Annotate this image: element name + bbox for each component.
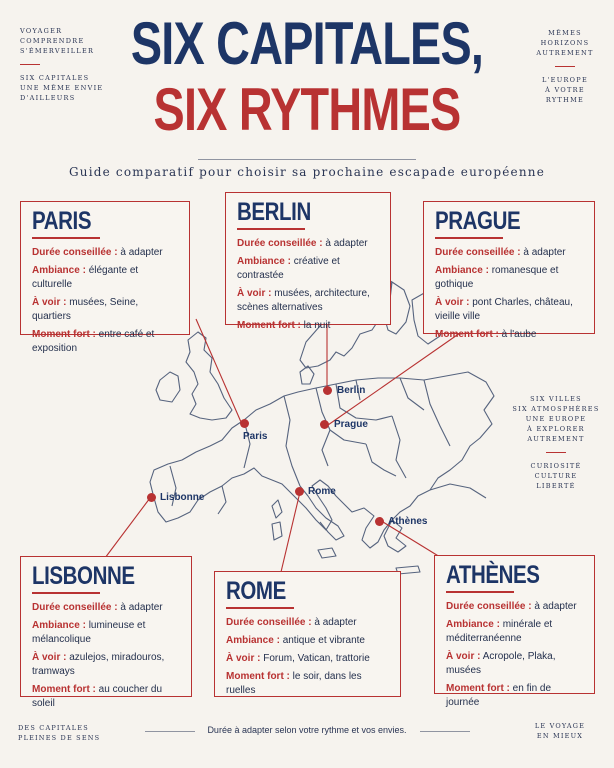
row-label: À voir : bbox=[446, 650, 481, 662]
map-label-athenes: Athènes bbox=[388, 516, 428, 527]
row-value: à l'aube bbox=[501, 328, 537, 340]
card-underline bbox=[435, 237, 503, 239]
footer-left-line: PLEINES DE SENS bbox=[18, 734, 101, 743]
card-row-duree bbox=[446, 600, 584, 614]
row-value: le soir, dans les ruelles bbox=[226, 670, 362, 696]
city-card-title: PRAGUE bbox=[435, 207, 521, 235]
card-row-ambiance bbox=[446, 618, 584, 646]
corner-right-line: L'EUROPE bbox=[541, 76, 589, 85]
card-row-ambiance bbox=[226, 634, 390, 648]
card-row-duree bbox=[237, 237, 380, 251]
row-label: À voir : bbox=[32, 651, 67, 663]
card-row-duree bbox=[32, 246, 179, 260]
row-value: lumineuse et mélancolique bbox=[32, 619, 146, 645]
corner-right-line: MÊMES bbox=[548, 29, 582, 37]
card-row-duree bbox=[435, 246, 584, 260]
row-label: Moment fort : bbox=[446, 682, 510, 694]
corner-left-line: UNE MÊME ENVIE bbox=[20, 84, 104, 93]
row-label: Durée conseillée : bbox=[237, 237, 323, 249]
title-line-2: SIX RYTHMES bbox=[153, 76, 461, 143]
connector-prague bbox=[328, 333, 460, 425]
row-value: Forum, Vatican, trattorie bbox=[263, 652, 370, 664]
row-value: pont Charles, château, vieille ville bbox=[435, 296, 573, 322]
row-label: À voir : bbox=[32, 296, 67, 308]
city-card-rome bbox=[214, 571, 401, 697]
row-label: À voir : bbox=[237, 287, 272, 299]
row-label: Durée conseillée : bbox=[435, 246, 521, 258]
side-right-line: LIBERTÉ bbox=[536, 482, 576, 491]
row-value: à adapter bbox=[314, 616, 357, 628]
subtitle: Guide comparatif pour choisir sa prochaine escapade européenne bbox=[68, 165, 546, 179]
corner-right-divider bbox=[555, 66, 575, 67]
city-dot-prague[interactable] bbox=[320, 420, 329, 429]
side-right-line: UNE EUROPE bbox=[525, 415, 587, 424]
corner-left-line: S'ÉMERVEILLER bbox=[20, 47, 95, 56]
city-card-title: ROME bbox=[226, 577, 286, 605]
row-label: Durée conseillée : bbox=[32, 246, 118, 258]
connector-lisbonne bbox=[105, 498, 150, 558]
city-dot-rome[interactable] bbox=[295, 487, 304, 496]
row-value: entre café et exposition bbox=[32, 328, 155, 354]
row-value: minérale et méditerranéenne bbox=[446, 618, 553, 644]
corner-right-line: HORIZONS bbox=[540, 39, 590, 48]
row-value: en fin de journée bbox=[446, 682, 552, 708]
card-row-moment bbox=[32, 683, 181, 711]
corner-left-line: D'AILLEURS bbox=[20, 94, 76, 103]
map-label-rome: Rome bbox=[308, 486, 336, 497]
side-right-line: À EXPLORER bbox=[527, 425, 585, 434]
card-underline bbox=[237, 228, 305, 230]
city-card-title: ATHÈNES bbox=[446, 561, 540, 589]
card-row-avoir bbox=[446, 650, 584, 678]
row-label: Moment fort : bbox=[32, 683, 96, 695]
corner-right-line: AUTREMENT bbox=[536, 49, 594, 58]
card-row-moment bbox=[237, 319, 380, 333]
title-line-1: SIX CAPITALES, bbox=[130, 10, 484, 77]
city-card-athenes bbox=[434, 555, 595, 708]
row-value: romanesque et gothique bbox=[435, 264, 559, 290]
row-value: élégante et culturelle bbox=[32, 264, 139, 290]
row-value: à adapter bbox=[325, 237, 368, 249]
row-value: à adapter bbox=[120, 246, 163, 258]
row-value: à adapter bbox=[120, 601, 163, 613]
row-label: Ambiance : bbox=[226, 634, 280, 646]
card-row-duree bbox=[32, 601, 181, 615]
footer-right bbox=[520, 721, 600, 741]
row-label: Ambiance : bbox=[32, 264, 86, 276]
connector-athenes bbox=[383, 522, 440, 557]
footer-right-line: EN MIEUX bbox=[536, 732, 584, 741]
card-row-moment bbox=[32, 328, 157, 356]
city-card-paris bbox=[20, 201, 190, 354]
card-row-avoir bbox=[226, 652, 390, 666]
corner-left-divider bbox=[20, 64, 40, 65]
card-underline bbox=[446, 591, 514, 593]
corner-left-line: SIX CAPITALES bbox=[20, 74, 90, 83]
footer-rule-right bbox=[420, 731, 470, 732]
corner-left-line: COMPRENDRE bbox=[20, 37, 85, 46]
footer-right-line: LE VOYAGE bbox=[534, 722, 586, 730]
city-card-title: BERLIN bbox=[237, 198, 311, 226]
row-value: azulejos, miradouros, tramways bbox=[32, 651, 165, 677]
footer-note: Durée à adapter selon votre rythme et vos envies. bbox=[207, 725, 407, 735]
card-row-ambiance bbox=[435, 264, 584, 292]
row-value: à adapter bbox=[534, 600, 577, 612]
city-dot-athenes[interactable] bbox=[375, 517, 384, 526]
side-right-line: SIX ATMOSPHÈRES bbox=[512, 405, 600, 414]
connector-paris bbox=[196, 319, 241, 422]
map-label-berlin: Berlin bbox=[337, 385, 366, 396]
side-right-divider bbox=[546, 452, 566, 453]
connector-rome bbox=[281, 492, 300, 572]
row-label: Ambiance : bbox=[435, 264, 489, 276]
row-label: Moment fort : bbox=[226, 670, 290, 682]
city-card-lisbonne bbox=[20, 556, 192, 709]
row-value: la nuit bbox=[303, 319, 331, 331]
city-card-prague bbox=[423, 201, 595, 340]
card-row-moment bbox=[446, 682, 584, 710]
side-right-line: SIX VILLES bbox=[530, 395, 582, 403]
map-label-lisbonne: Lisbonne bbox=[160, 492, 205, 503]
row-label: Ambiance : bbox=[446, 618, 500, 630]
side-right-line: AUTREMENT bbox=[527, 435, 585, 444]
card-row-avoir bbox=[237, 287, 380, 315]
side-right-line: CURIOSITÉ bbox=[530, 462, 582, 471]
card-row-ambiance bbox=[32, 264, 179, 292]
row-value: à adapter bbox=[523, 246, 566, 258]
row-label: Ambiance : bbox=[32, 619, 86, 631]
footer-left-line: DES CAPITALES bbox=[18, 724, 89, 732]
city-card-berlin bbox=[225, 192, 391, 331]
map-label-paris: Paris bbox=[243, 431, 268, 442]
card-row-moment bbox=[435, 328, 584, 342]
city-card-title: PARIS bbox=[32, 207, 92, 235]
map-label-prague: Prague bbox=[334, 419, 368, 430]
card-row-duree bbox=[226, 616, 390, 630]
city-card-title: LISBONNE bbox=[32, 562, 135, 590]
row-label: Moment fort : bbox=[32, 328, 96, 340]
card-row-moment bbox=[226, 670, 390, 698]
row-value: créative et contrastée bbox=[237, 255, 340, 281]
city-dot-paris[interactable] bbox=[240, 419, 249, 428]
row-value: au coucher du soleil bbox=[32, 683, 163, 709]
row-label: Moment fort : bbox=[435, 328, 499, 340]
row-label: À voir : bbox=[435, 296, 470, 308]
row-label: Durée conseillée : bbox=[32, 601, 118, 613]
side-right-line: CULTURE bbox=[534, 472, 578, 481]
row-value: antique et vibrante bbox=[282, 634, 365, 646]
card-row-avoir bbox=[32, 651, 181, 679]
row-label: Moment fort : bbox=[237, 319, 301, 331]
row-value: musées, Seine, quartiers bbox=[32, 296, 139, 322]
city-dot-lisbonne[interactable] bbox=[147, 493, 156, 502]
city-dot-berlin[interactable] bbox=[323, 386, 332, 395]
card-underline bbox=[32, 237, 100, 239]
row-label: Durée conseillée : bbox=[446, 600, 532, 612]
card-underline bbox=[32, 592, 100, 594]
corner-right-line: À VOTRE RYTHME bbox=[545, 86, 585, 105]
card-row-avoir bbox=[435, 296, 584, 324]
card-row-ambiance bbox=[237, 255, 380, 283]
row-label: À voir : bbox=[226, 652, 261, 664]
card-row-ambiance bbox=[32, 619, 181, 647]
row-label: Ambiance : bbox=[237, 255, 291, 267]
row-value: Acropole, Plaka, musées bbox=[446, 650, 556, 676]
card-row-avoir bbox=[32, 296, 179, 324]
subtitle-rule bbox=[198, 159, 416, 160]
card-underline bbox=[226, 607, 294, 609]
row-label: Durée conseillée : bbox=[226, 616, 312, 628]
corner-left-line: VOYAGER bbox=[20, 27, 63, 35]
side-right-text bbox=[510, 394, 602, 492]
row-value: musées, architecture, scènes alternatives bbox=[237, 287, 370, 313]
